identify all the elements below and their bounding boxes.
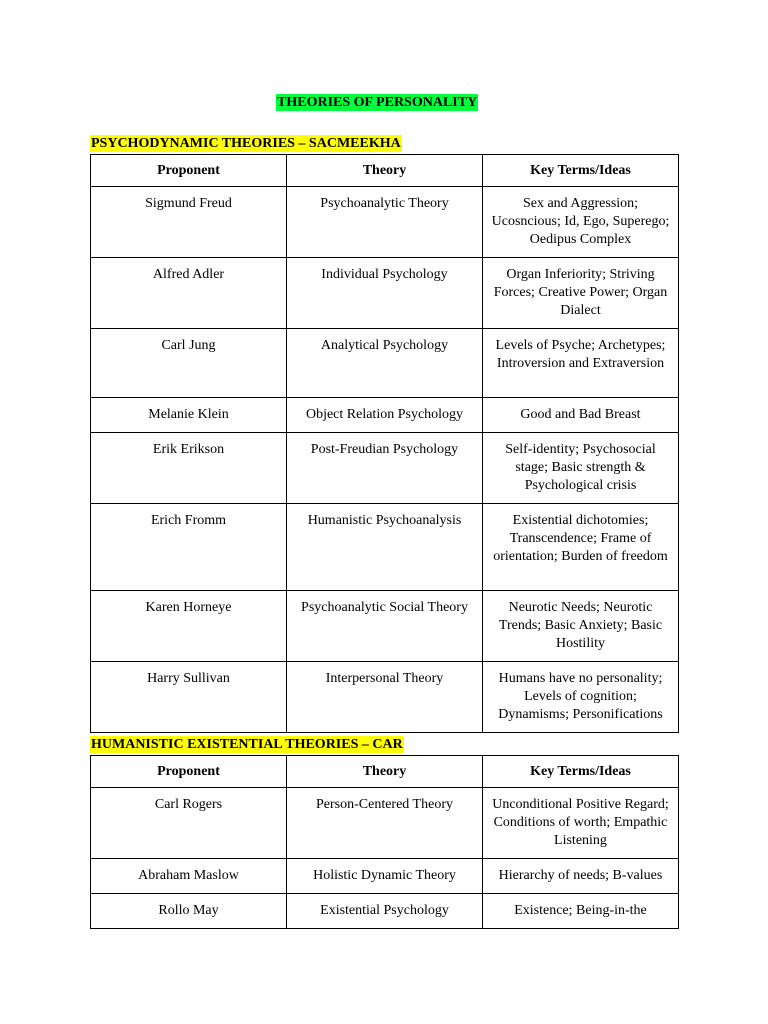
column-header-theory: Theory <box>287 756 483 788</box>
proponent-cell: Sigmund Freud <box>91 187 287 258</box>
proponent-cell: Harry Sullivan <box>91 662 287 733</box>
theory-cell: Person-Centered Theory <box>287 788 483 859</box>
proponent-cell: Erich Fromm <box>91 504 287 591</box>
table-row <box>91 258 679 329</box>
proponent-cell: Karen Horneye <box>91 591 287 662</box>
proponent-cell: Melanie Klein <box>91 398 287 433</box>
section-heading-psychodynamic: PSYCHODYNAMIC THEORIES – SACMEEKHA <box>91 136 401 151</box>
table-row <box>91 788 679 859</box>
column-header-theory: Theory <box>287 155 483 187</box>
table-row <box>91 859 679 894</box>
key-terms-cell: Neurotic Needs; Neurotic Trends; Basic Anxiety; Basic Hostility <box>483 591 679 662</box>
theory-cell: Individual Psychology <box>287 258 483 329</box>
table-header-row <box>91 155 679 187</box>
table-row <box>91 433 679 504</box>
key-terms-cell: Sex and Aggression; Ucosncious; Id, Ego, Superego; Oedipus Complex <box>483 187 679 258</box>
theory-cell: Psychoanalytic Theory <box>287 187 483 258</box>
column-header-key-terms: Key Terms/Ideas <box>483 155 679 187</box>
table-row <box>91 662 679 733</box>
theory-cell: Holistic Dynamic Theory <box>287 859 483 894</box>
table-row <box>91 187 679 258</box>
column-header-key-terms: Key Terms/Ideas <box>483 756 679 788</box>
key-terms-cell: Organ Inferiority; Striving Forces; Creative Power; Organ Dialect <box>483 258 679 329</box>
humanistic-table <box>90 755 679 929</box>
table-row <box>91 591 679 662</box>
proponent-cell: Carl Jung <box>91 329 287 398</box>
table-row <box>91 329 679 398</box>
section-heading-humanistic: HUMANISTIC EXISTENTIAL THEORIES – CAR <box>91 737 403 752</box>
column-header-proponent: Proponent <box>91 155 287 187</box>
table-header-row <box>91 756 679 788</box>
theory-cell: Interpersonal Theory <box>287 662 483 733</box>
theory-cell: Analytical Psychology <box>287 329 483 398</box>
theory-cell: Object Relation Psychology <box>287 398 483 433</box>
key-terms-cell: Humans have no personality; Levels of cognition; Dynamisms; Personifications <box>483 662 679 733</box>
proponent-cell: Erik Erikson <box>91 433 287 504</box>
theory-cell: Existential Psychology <box>287 894 483 929</box>
table-row <box>91 398 679 433</box>
psychodynamic-table <box>90 154 679 733</box>
theory-cell: Psychoanalytic Social Theory <box>287 591 483 662</box>
proponent-cell: Rollo May <box>91 894 287 929</box>
key-terms-cell: Levels of Psyche; Archetypes; Introversion and Extraversion <box>483 329 679 398</box>
proponent-cell: Abraham Maslow <box>91 859 287 894</box>
table-row <box>91 504 679 591</box>
key-terms-cell: Existential dichotomies; Transcendence; Frame of orientation; Burden of freedom <box>483 504 679 591</box>
key-terms-cell: Existence; Being-in-the <box>483 894 679 929</box>
theory-cell: Post-Freudian Psychology <box>287 433 483 504</box>
key-terms-cell: Self-identity; Psychosocial stage; Basic strength & Psychological crisis <box>483 433 679 504</box>
document-title: THEORIES OF PERSONALITY <box>277 95 478 110</box>
key-terms-cell: Hierarchy of needs; B-values <box>483 859 679 894</box>
table-row <box>91 894 679 929</box>
theory-cell: Humanistic Psychoanalysis <box>287 504 483 591</box>
key-terms-cell: Good and Bad Breast <box>483 398 679 433</box>
proponent-cell: Carl Rogers <box>91 788 287 859</box>
column-header-proponent: Proponent <box>91 756 287 788</box>
key-terms-cell: Unconditional Positive Regard; Conditions of worth; Empathic Listening <box>483 788 679 859</box>
proponent-cell: Alfred Adler <box>91 258 287 329</box>
